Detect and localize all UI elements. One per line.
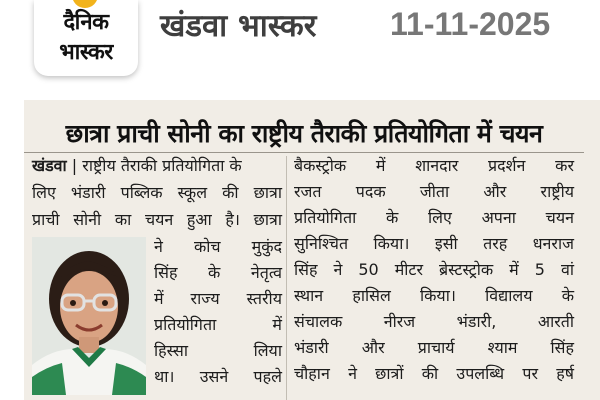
left-line-2: लिए भंडारी पब्लिक स्कूल की छात्रा [32,183,282,202]
right-line-2: रजत पदक जीता और राष्ट्रीय [294,182,574,201]
logo-line-1: दैनिक [63,10,109,35]
header-band [0,0,600,96]
logo-line-2: भास्कर [59,40,113,65]
newspaper-clipping [24,100,600,400]
right-line-9: चौहान ने छात्रों की उपलब्धि पर हर्ष [294,364,574,383]
right-line-1: बैकस्ट्रोक में शानदार प्रदर्शन कर [294,156,574,175]
left-line-3: प्राची सोनी का चयन हुआ है। छात्रा [32,210,282,229]
article-dateline: खंडवा [32,156,67,175]
edition-date: 11-11-2025 [390,6,551,42]
article-headline: छात्रा प्राची सोनी का राष्ट्रीय तैराकी प्रतियोगिता में चयन [65,119,543,148]
right-line-6: स्थान हासिल किया। विद्यालय के [294,286,574,305]
column-divider [286,156,287,400]
headline-rule [24,152,584,153]
left-wrap-line-1: ने कोच मुकुंद [154,237,282,256]
left-line-1-text: | राष्ट्रीय तैराकी प्रतियोगिता के [71,156,242,175]
student-photo [32,237,146,395]
left-wrap-line-6: था। उसने पहले [154,367,282,386]
right-line-4: सुनिश्चित किया। इसी तरह धनराज [294,234,574,253]
dainik-bhaskar-logo [34,0,138,76]
student-photo-image [32,237,146,395]
right-line-8: भंडारी और प्राचार्य श्याम सिंह [294,338,574,357]
right-line-3: प्रतियोगिता के लिए अपना चयन [294,208,574,227]
left-wrap-line-3: में राज्य स्तरीय [154,289,282,308]
right-line-5: सिंह ने 50 मीटर ब्रेस्टस्ट्रोक में 5 वां [294,260,574,279]
left-line-1 [32,156,282,176]
left-wrap-line-5: हिस्सा लिया [154,341,282,360]
edition-name: खंडवा भास्कर [160,8,317,44]
left-wrap-line-4: प्रतियोगिता में [154,315,282,334]
right-line-7: संचालक नीरज भंडारी, आरती [294,312,574,331]
left-wrap-line-2: सिंह के नेतृत्व [154,263,282,282]
